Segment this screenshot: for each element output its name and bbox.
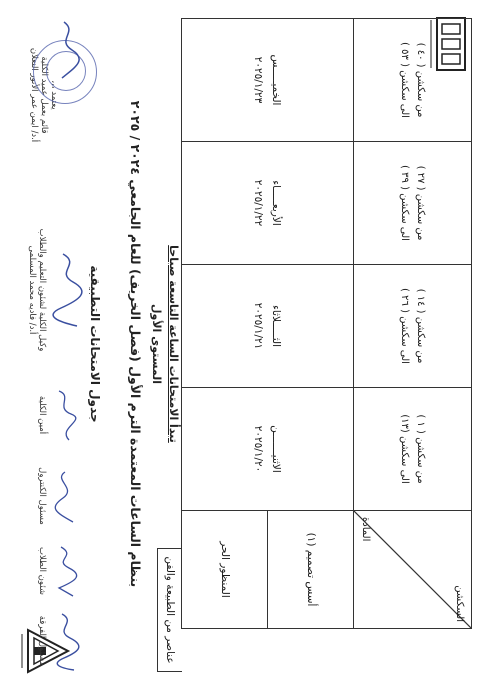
exam-date: ٢٠٢٥/١/٢٢ xyxy=(252,179,265,227)
corner-label-section: السكشن xyxy=(454,585,465,622)
signature-vice-dean: وكيل الكلية لشئون التعليم والطلاب أ.د/ فاديه محمد المسلمى xyxy=(27,228,47,352)
exam-day-name: الثـــــلاثاء xyxy=(270,305,283,347)
signature-dean-approval: يعتمد ،،، قائم بعمل عميد الكلية أ.د/ ايمن عمر الأنور النعلان xyxy=(29,47,59,143)
second-subject-row: عناصر من الطبيعة والفن xyxy=(157,548,182,672)
section-range-cell: من سكشن ( ٢٧ ) الى سكشن ( ٣٩ ) xyxy=(354,142,472,265)
header-line-main: بنظام الساعات المعتمدة الترم الأول (فصل الخريف) للعام الجامعي ٢٠٢٤ / ٢٠٢٥ xyxy=(128,100,143,588)
exam-schedule-table xyxy=(181,18,472,629)
signature-control-officer: مسئول الكنترول xyxy=(37,467,47,525)
table-corner-cell xyxy=(354,511,472,629)
section-range-cell: من سكشن ( ٤٠ ) الى سكشن ( ٥٣ ) xyxy=(354,19,472,142)
signature-college-secretary: أمين الكلية xyxy=(37,395,47,435)
subject-detail: المنظور الحر xyxy=(219,541,231,598)
exam-day-name: الاثنيـــــــن xyxy=(270,425,283,473)
exam-day-cell xyxy=(182,388,354,511)
corner-label-subject: المادة xyxy=(360,517,371,542)
exam-day-cell xyxy=(182,142,354,265)
exam-day-cell xyxy=(182,265,354,388)
handwritten-signature-icon xyxy=(51,544,79,599)
exam-date: ٢٠٢٥/١/٢٣ xyxy=(252,56,265,104)
header-title: جدول الامتحانات التطبيقية xyxy=(88,265,102,423)
handwritten-signature-icon xyxy=(51,470,79,525)
subject-name: أسس تصميم (١) xyxy=(267,511,353,628)
handwritten-signature-icon xyxy=(52,612,82,672)
handwritten-signature-icon xyxy=(51,250,85,330)
section-range-cell: من سكشن ( ١ ) الى سكشن (١٣) xyxy=(354,388,472,511)
exam-date: ٢٠٢٥/١/٢٠ xyxy=(252,425,265,473)
handwritten-signature-icon xyxy=(52,20,82,80)
header-level: المستوى الأول xyxy=(150,303,163,385)
exam-day-name: الأربعـــــاء xyxy=(270,180,283,226)
section-range-cell: من سكشن ( ١٤ ) الى سكشن ( ٢٦ ) xyxy=(354,265,472,388)
header-start-time: تبدأ الامتحانات الساعة التاسعة صباحا xyxy=(167,245,180,443)
subject-cell xyxy=(182,511,354,629)
exam-date: ٢٠٢٥/١/٢١ xyxy=(252,302,265,350)
exam-day-name: الخميـــــس xyxy=(270,54,283,106)
exam-day-cell xyxy=(182,19,354,142)
handwritten-signature-icon xyxy=(51,388,79,443)
signature-student-affairs: شئون الطلاب xyxy=(37,546,47,596)
signature-class-officer: مسئول الفرقة xyxy=(37,615,47,667)
